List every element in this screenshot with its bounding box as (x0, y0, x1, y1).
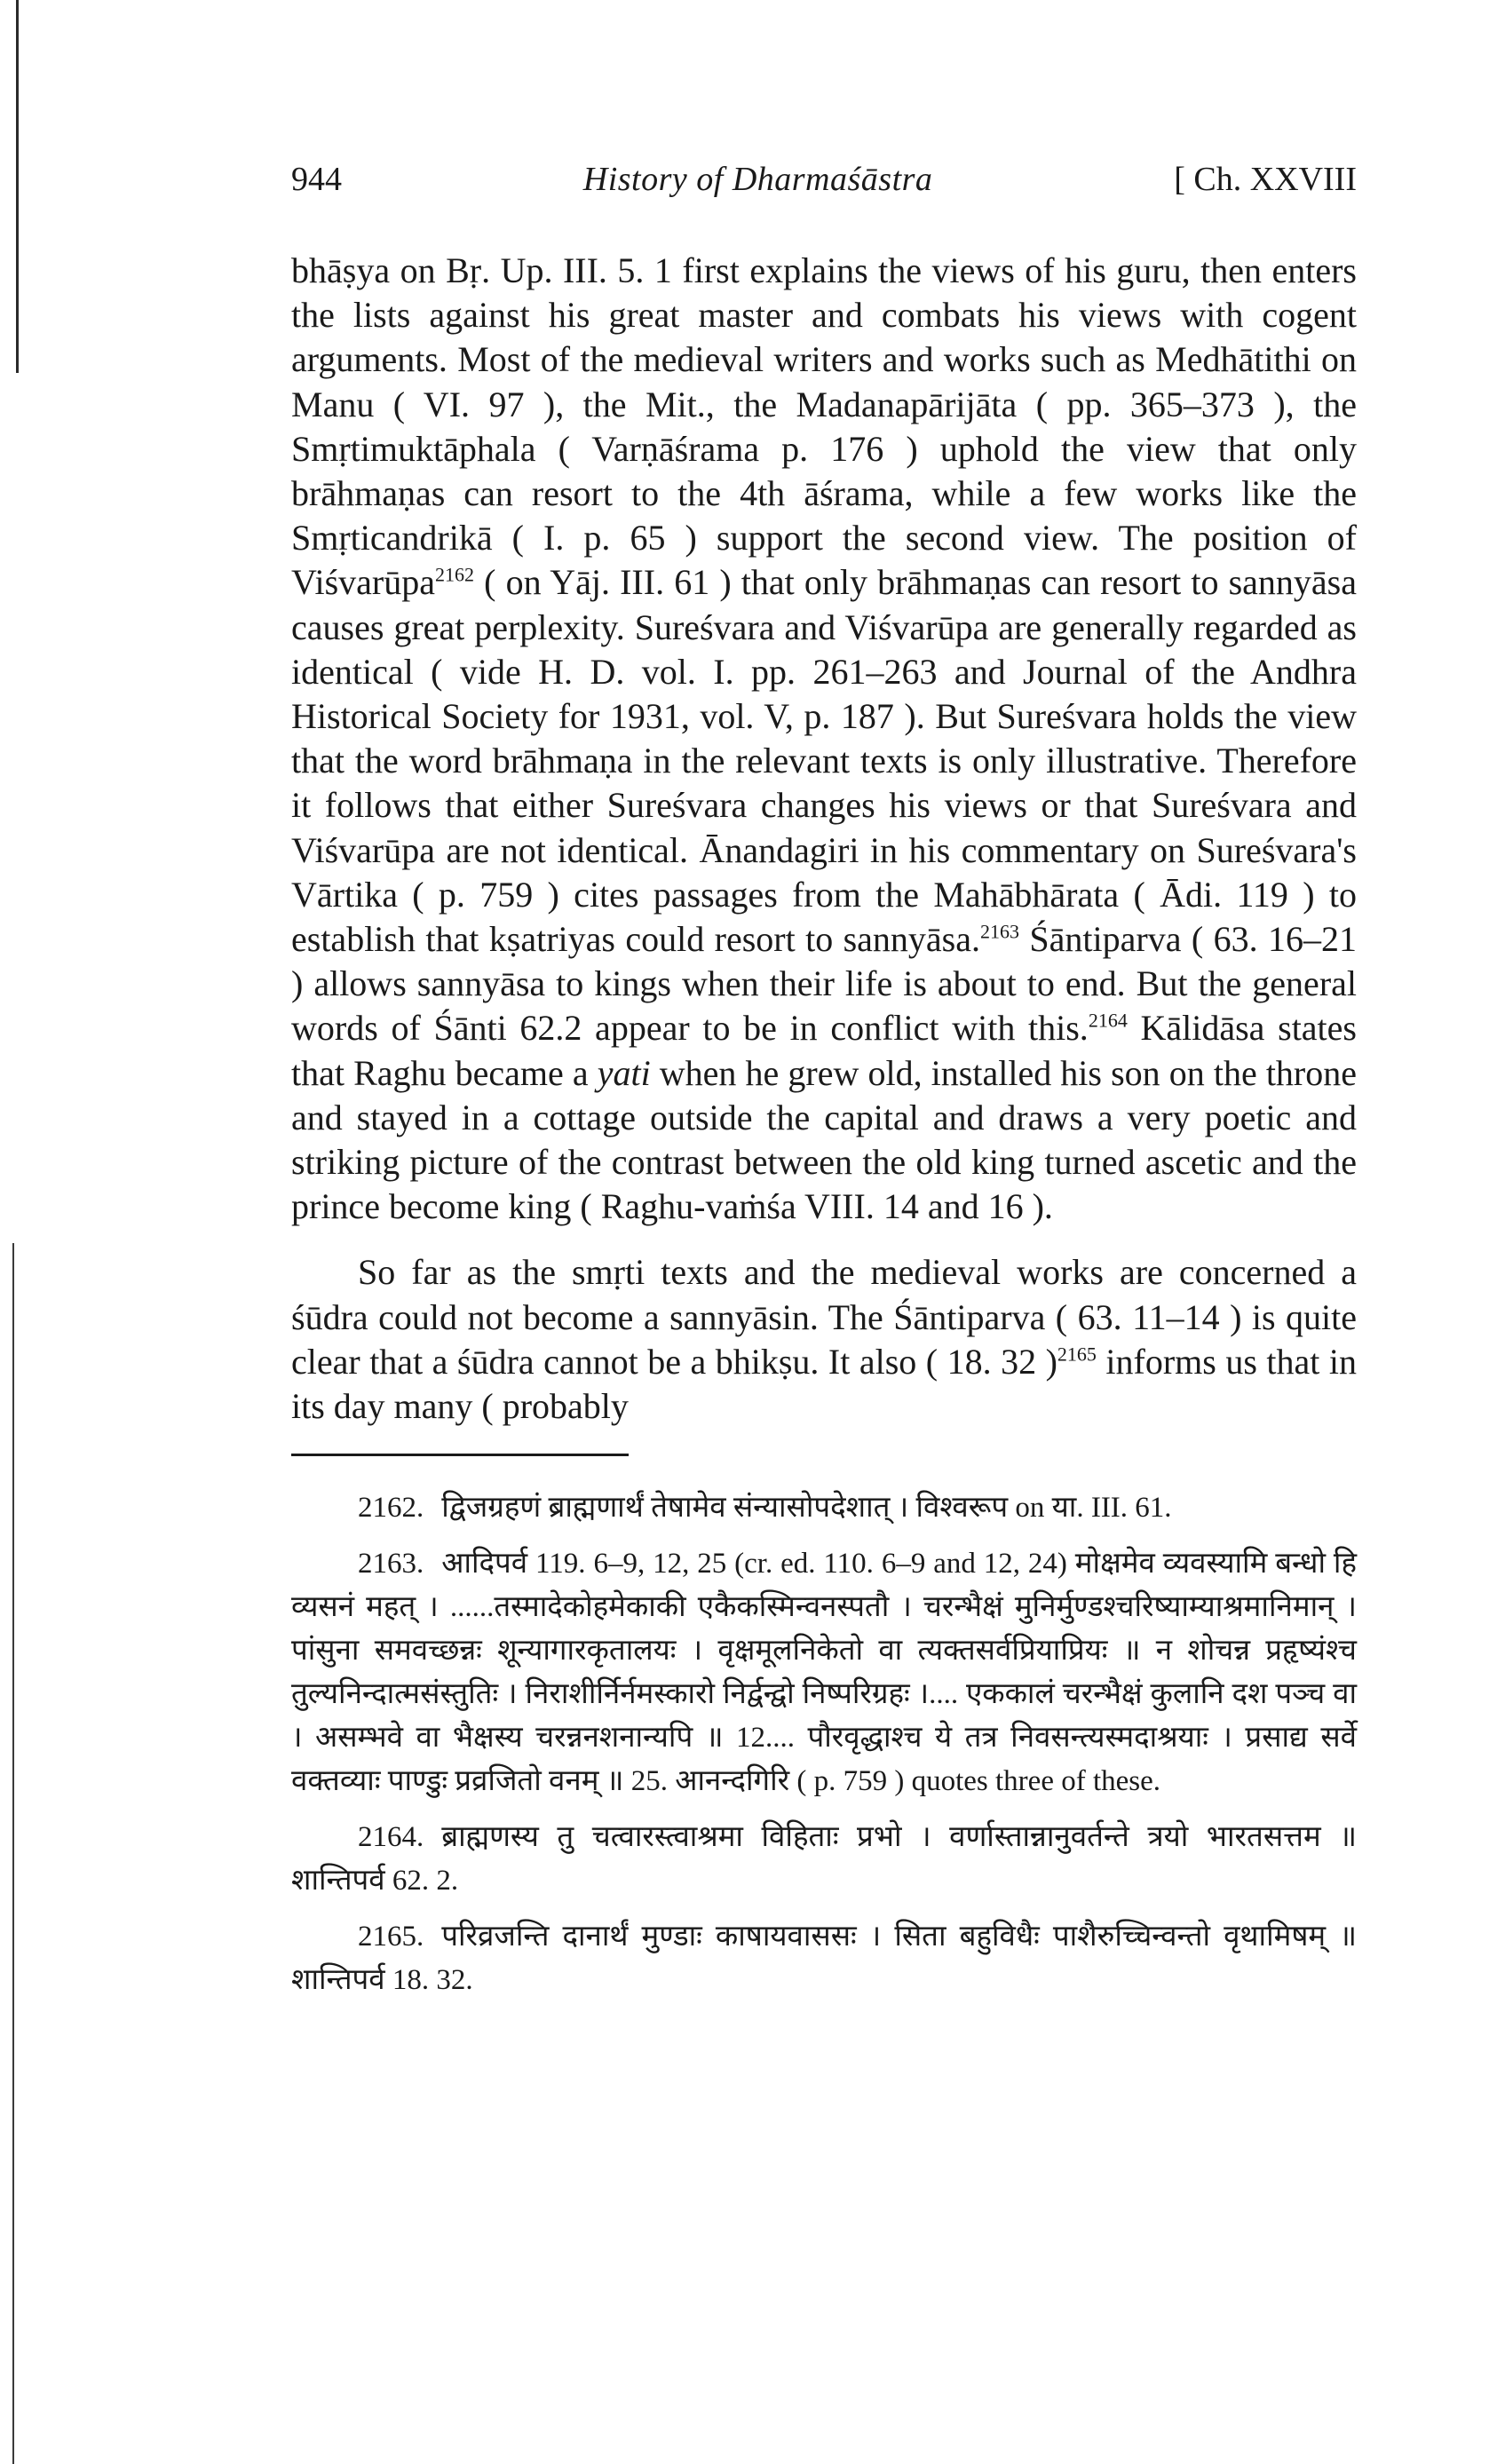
footnote (291, 1542, 1357, 1803)
footnote-divider (291, 1454, 629, 1456)
footnote-text: आदिपर्व 119. 6–9, 12, 25 (cr. ed. 110. 6–9 and 12, 24) मोक्षमेव व्यवस्यामि बन्धो हि व्यसनं महत् । ......तस्मादेकोहमेकाकी एकैकस्मिन्वनस्पतौ । चरन्भैक्षं मुनिर्मुण्डश्चरिष्याम्याश्रमानिमान् । पांसुना समवच्छन्नः शून्यागारकृतालयः । वृक्षमूलनिकेतो वा त्यक्तसर्वप्रियाप्रियः ॥ न शोचन्न प्रहृष्यंश्च तुल्यनिन्दात्मसंस्तुतिः । निराशीर्निर्नमस्कारो निर्द्वन्द्वो निष्परिग्रहः ।.... एककालं चरन्भैक्षं कुलानि दश पञ्च वा । असम्भवे वा भैक्षस्य चरन्ननशनान्यपि ॥ 12.... पौरवृद्धाश्च ये तत्र निवसन्त्यस्मदाश्रयाः । प्रसाद्य सर्वे वक्तव्याः पाण्डुः प्रव्रजितो वनम् ॥ 25. आनन्दगिरि ( p. 759 ) quotes three of these. (291, 1548, 1357, 1798)
footnote (291, 1915, 1357, 2002)
footnote-ref: 2165 (1057, 1343, 1097, 1366)
footnote (291, 1486, 1357, 1530)
text-run: So far as the smṛti texts and the medieval works are concerned a śūdra could not become a sannyāsin. The Śāntiparva ( 63. 11–14 ) is quite clear that a śūdra cannot be a bhikṣu. It also ( 18. 32 ) (291, 1252, 1357, 1382)
footnote-number: 2163. (358, 1548, 424, 1581)
footnote-text: द्विजग्रहणं ब्राह्मणार्थं तेषामेव संन्यासोपदेशात् । विश्वरूप on या. III. 61. (441, 1492, 1172, 1525)
text-run: when he grew old, installed his son on the throne and stayed in a cottage outside the capital and draws a very poetic and striking picture of the contrast between the old king turned ascetic and the prince become king ( Raghu-vaṁśa VIII. 14 and 16 ). (291, 1052, 1357, 1227)
footnote-number: 2164. (358, 1821, 424, 1854)
footnote (291, 1816, 1357, 1903)
italic-term: yati (597, 1052, 651, 1093)
book-page (291, 160, 1357, 2015)
footnote-ref: 2162 (435, 564, 474, 587)
footnote-text: परिव्रजन्ति दानार्थं मुण्डाः काषायवाससः । सिता बहुविधैः पाशैरुच्चिन्वन्तो वृथामिषम् ॥ शान्तिपर्व 18. 32. (291, 1921, 1357, 1997)
running-title: History of Dharmaśāstra (582, 161, 933, 198)
text-run: Kālidāsa states that Raghu became a (291, 1008, 1357, 1093)
text-run: informs us that in its day many ( probably (291, 1341, 1358, 1427)
paragraph (291, 1250, 1357, 1429)
text-run: bhāṣya on Bṛ. Up. III. 5. 1 first explains the views of his guru, then enters the lists against his great master and combats his views with cogent arguments. Most of the medieval writers and works such as Medhātithi on Manu ( VI. 97 ), the Mit., the Madanapārijāta ( pp. 365–373 ), the Smṛtimuktāphala ( Varṇāśrama p. 176 ) uphold the view that only brāhmaṇas can resort to the 4th āśrama, while a few works like the Smṛticandrikā ( I. p. 65 ) support the second view. The position of Viśvarūpa (291, 250, 1357, 603)
footnote-ref: 2164 (1088, 1010, 1128, 1033)
scan-margin-line (16, 0, 19, 373)
footnote-ref: 2163 (980, 920, 1020, 943)
footnote-number: 2165. (358, 1921, 424, 1953)
text-run: Śāntiparva ( 63. 16–21 ) allows sannyāsa to kings when their life is about to end. But the general words of Śānti 62.2 appear to be in conflict with this. (291, 919, 1357, 1049)
footnote-text: ब्राह्मणस्य तु चत्वारस्त्वाश्रमा विहिताः प्रभो । वर्णास्तान्नानुवर्तन्ते त्रयो भारतसत्तम ॥ शान्तिपर्व 62. 2. (291, 1821, 1357, 1898)
scan-margin-line-lower (12, 1243, 14, 2464)
page-number: 944 (291, 161, 342, 198)
chapter-label: [ Ch. XXVIII (1174, 161, 1357, 198)
text-run: ( on Yāj. III. 61 ) that only brāhmaṇas can resort to sannyāsa causes great perplexity. Sureśvara and Viśvarūpa are generally regarded as identical ( vide H. D. vol. I. pp. 261–263 and Journal of the Andhra Historical Society for 1931, vol. V, p. 187 ). But Sureśvara holds the view that the word brāhmaṇa in the relevant texts is only illustrative. Therefore it follows that either Sureśvara changes his views or that Sureśvara and Viśvarūpa are not identical. Ānandagiri in his commentary on Sureśvara's Vārtika ( p. 759 ) cites passages from the Mahābhārata ( Ādi. 119 ) to establish that kṣatriyas could resort to sannyāsa. (291, 562, 1357, 960)
running-header (291, 160, 1357, 213)
footnotes (291, 1486, 1357, 2002)
footnote-number: 2162. (358, 1492, 424, 1525)
paragraph (291, 249, 1357, 1229)
body-text (291, 249, 1357, 1429)
